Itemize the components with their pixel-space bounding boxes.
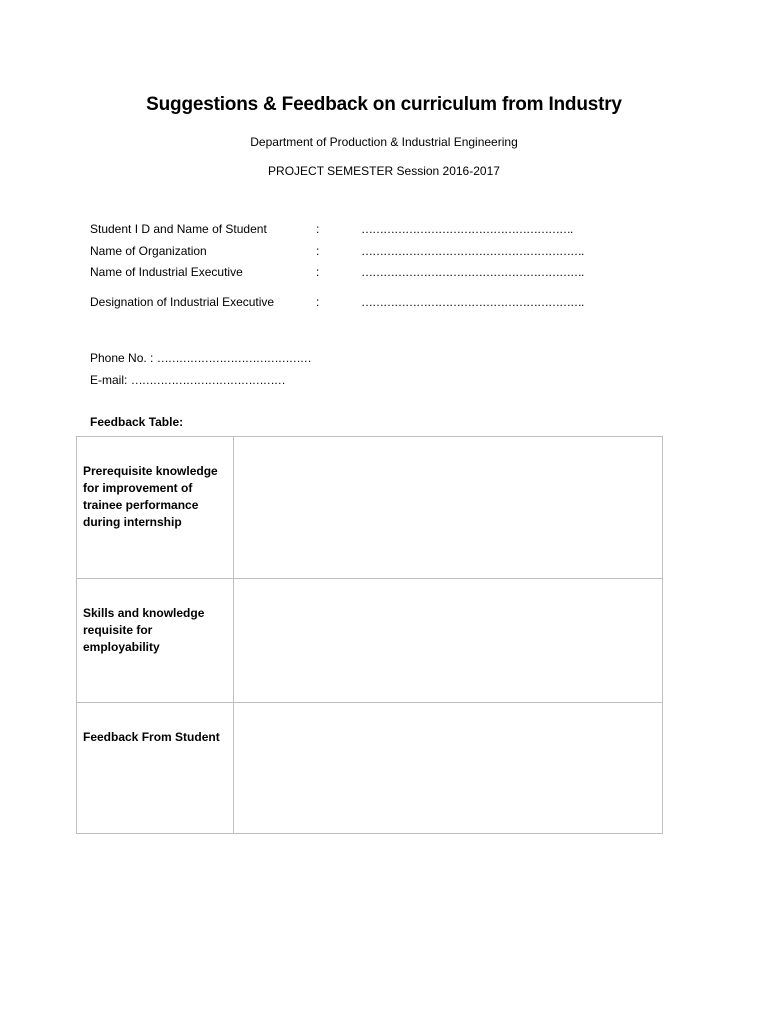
question-cell: Feedback From Student bbox=[77, 703, 234, 834]
table-row bbox=[77, 703, 663, 834]
table-row bbox=[77, 437, 663, 579]
answer-cell[interactable] bbox=[233, 579, 662, 703]
phone-blank[interactable]: …………………………………… bbox=[156, 351, 311, 365]
phone-line bbox=[90, 351, 311, 365]
field-colon: : bbox=[316, 265, 320, 279]
field-label: Student I D and Name of Student bbox=[90, 222, 267, 236]
email-line bbox=[90, 373, 285, 387]
field-colon: : bbox=[316, 295, 320, 309]
feedback-table-caption: Feedback Table: bbox=[90, 415, 184, 429]
phone-label: Phone No. : bbox=[90, 351, 154, 365]
field-colon: : bbox=[316, 222, 320, 236]
feedback-table bbox=[76, 436, 663, 834]
field-blank[interactable]: ……………………………………………………. bbox=[361, 244, 584, 258]
answer-cell[interactable] bbox=[233, 437, 662, 579]
field-label: Name of Industrial Executive bbox=[90, 265, 243, 279]
department-subtitle: Department of Production & Industrial Engineering bbox=[250, 135, 518, 149]
field-blank[interactable]: ……………………………………………………. bbox=[361, 265, 584, 279]
field-blank[interactable]: ……………………………………………………. bbox=[361, 295, 584, 309]
email-blank[interactable]: …………………………………… bbox=[130, 373, 285, 387]
email-label: E-mail: bbox=[90, 373, 128, 387]
answer-cell[interactable] bbox=[233, 703, 662, 834]
field-label: Designation of Industrial Executive bbox=[90, 295, 275, 309]
field-colon: : bbox=[316, 244, 320, 258]
page-title: Suggestions & Feedback on curriculum from Industry bbox=[146, 94, 622, 115]
session-subtitle: PROJECT SEMESTER Session 2016-2017 bbox=[268, 164, 500, 178]
question-cell: Prerequisite knowledge for improvement of trainee performance during internship bbox=[77, 437, 234, 579]
question-cell: Skills and knowledge requisite for employability bbox=[77, 579, 234, 703]
field-blank[interactable]: …………………………………………………. bbox=[361, 222, 573, 236]
field-label: Name of Organization bbox=[90, 244, 207, 258]
table-row bbox=[77, 579, 663, 703]
